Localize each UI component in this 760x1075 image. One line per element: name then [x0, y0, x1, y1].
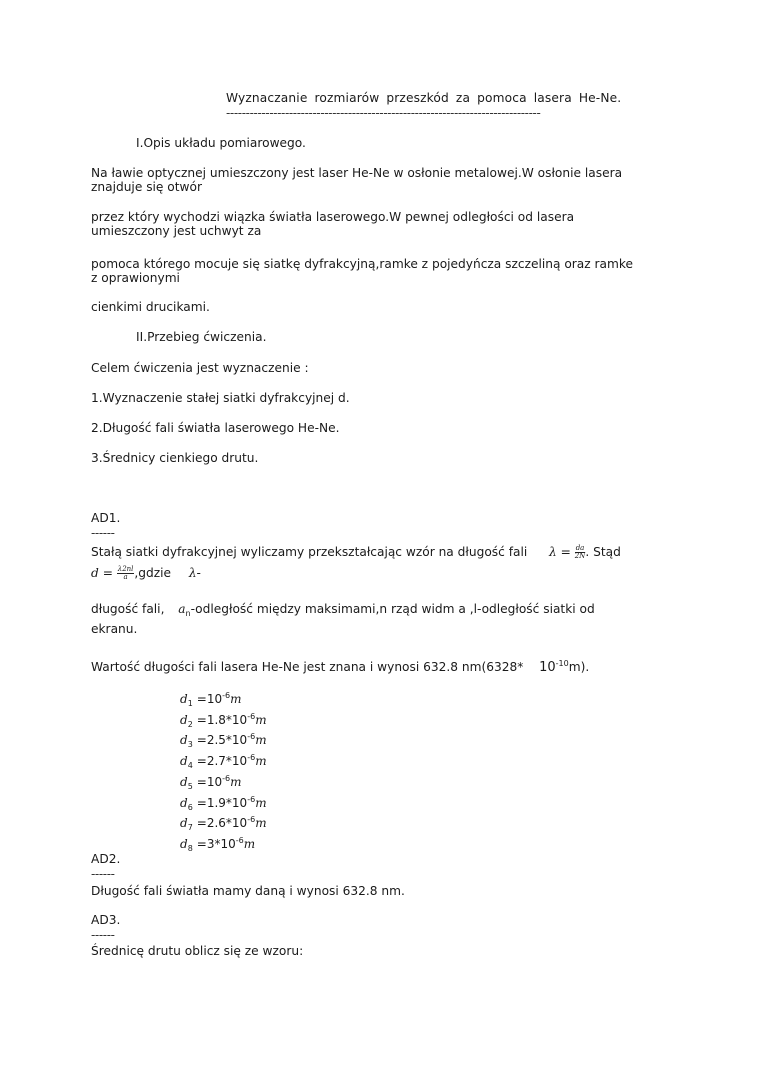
paragraph-line: umieszczony jest uchwyt za [91, 224, 262, 238]
ad1-def-b: -odległość między maksimami,n rząd widm a ,l-odległość siatki od [190, 602, 595, 616]
ad1-dash: - [196, 566, 201, 580]
measurement-exponent: -6 [247, 711, 256, 721]
ad1-rule: ------ [91, 526, 115, 540]
lambda-fraction: $\frac{da}{2N}$ [574, 544, 586, 560]
measurement-var: d [180, 774, 188, 789]
measurement-var: d [180, 692, 188, 706]
measurement-index: 8 [187, 843, 193, 853]
measurement-value: =3*10 [196, 836, 236, 851]
measurement-exponent: -6 [235, 835, 244, 845]
ad3-text: Średnicę drutu oblicz się ze wzoru: [91, 944, 304, 958]
a-symbol: a [178, 602, 186, 616]
measurement-var: d [180, 795, 188, 810]
measurement-value: =10 [196, 774, 223, 789]
ad1-label: AD1. [91, 511, 121, 525]
wavelength-text: Wartość długości fali lasera He-Ne jest znana i wynosi 632.8 nm(6328* [91, 660, 524, 674]
ad2-rule: ------ [91, 867, 115, 881]
measurement-exponent: -6 [222, 691, 231, 700]
measurement-var: d [180, 712, 188, 727]
d-symbol: d [91, 566, 99, 580]
ad1-definition-line [91, 602, 595, 621]
title-underline: -------------------------------------------------------------------------------- [226, 106, 541, 120]
measurement-unit: m [255, 733, 267, 748]
measurement-unit: m [255, 712, 267, 727]
measurement-value: =2.6*10 [196, 816, 248, 831]
goal-item: 1.Wyznaczenie stałej siatki dyfrakcyjnej d. [91, 391, 350, 405]
measurement-value: =1.9*10 [196, 795, 248, 810]
wavelength-exp: -10 [555, 659, 569, 668]
measurement-var: d [180, 733, 188, 748]
measurement-value: =2.7*10 [196, 754, 248, 769]
ad1-definition-end: ekranu. [91, 622, 138, 636]
ad2-label: AD2. [91, 852, 121, 866]
paragraph-line: pomoca którego mocuje się siatkę dyfrakcyjną,ramke z pojedyńcza szczeliną oraz ramke [91, 257, 634, 271]
measurement-unit: m [243, 836, 256, 851]
goal-intro: Celem ćwiczenia jest wyznaczenie : [91, 361, 309, 375]
wavelength-base: 10 [539, 660, 556, 675]
measurement-index: 3 [187, 740, 193, 750]
measurement-index: 4 [187, 761, 193, 771]
paragraph-line: z oprawionymi [91, 271, 180, 285]
measurement-unit: m [230, 692, 242, 706]
goal-item: 3.Średnicy cienkiego drutu. [91, 451, 259, 465]
ad2-text: Długość fali światła mamy daną i wynosi 632.8 nm. [91, 884, 405, 898]
paragraph-line: cienkimi drucikami. [91, 300, 210, 314]
measurement-value: =2.5*10 [196, 733, 248, 748]
ad1-formula-line: Stałą siatki dyfrakcyjnej wyliczamy przekształcając wzór na długość fali λ = $\frac{da}{2N}$ . Stąd [91, 544, 621, 560]
paragraph-line: Na ławie optycznej umieszczony jest laser He-Ne w osłonie metalowej.W osłonie lasera [91, 166, 623, 180]
measurement-index: 1 [187, 699, 193, 708]
measurement-value: =10 [196, 692, 223, 706]
measurement-exponent: -6 [247, 753, 256, 763]
measurement-var: d [180, 754, 188, 769]
measurement-index: 6 [187, 802, 193, 812]
measurement-value: =1.8*10 [196, 712, 248, 727]
ad1-where: ,gdzie [134, 566, 172, 580]
ad3-label: AD3. [91, 913, 121, 927]
ad1-text: Stałą siatki dyfrakcyjnej wyliczamy przekształcając wzór na długość fali [91, 545, 528, 559]
ad3-rule: ------ [91, 928, 115, 942]
measurement-unit: m [230, 774, 242, 789]
ad1-d-formula: d = $\frac{\lambda 2nl}{a}$ ,gdzie λ- [91, 565, 201, 581]
measurement-unit: m [255, 816, 267, 831]
paragraph-line: przez który wychodzi wiązka światła laserowego.W pewnej odległości od lasera [91, 210, 575, 224]
wavelength-unit: m). [568, 660, 590, 674]
measurement-index: 7 [187, 823, 193, 833]
measurement-unit: m [255, 795, 267, 810]
measurement-index: 2 [187, 719, 193, 729]
measurement-unit: m [255, 754, 267, 769]
wavelength-line [91, 656, 589, 675]
ad1-line-end: . Stąd [585, 545, 621, 559]
section2-heading: II.Przebieg ćwiczenia. [136, 330, 267, 344]
measurement-exponent: -6 [247, 732, 256, 742]
goal-item: 2.Długość fali światła laserowego He-Ne. [91, 421, 340, 435]
measurement-exponent: -6 [247, 794, 256, 804]
measurement-var: d [180, 836, 188, 851]
measurement-exponent: -6 [247, 815, 256, 825]
measurement-exponent: -6 [222, 773, 231, 783]
lambda-symbol: λ [188, 566, 197, 580]
document-title: Wyznaczanie rozmiarów przeszkód za pomoca lasera He-Ne. [226, 91, 622, 105]
measurement-var: d [180, 816, 188, 831]
a-subscript: n [185, 609, 191, 618]
section1-heading: I.Opis układu pomiarowego. [136, 136, 306, 150]
ad1-def-a: długość fali, [91, 602, 165, 616]
d-fraction: $\frac{\lambda 2nl}{a}$ [117, 565, 134, 581]
measurement-row [180, 833, 255, 857]
lambda-symbol: λ [548, 545, 557, 559]
paragraph-line: znajduje się otwór [91, 180, 202, 194]
measurement-index: 5 [187, 781, 193, 791]
